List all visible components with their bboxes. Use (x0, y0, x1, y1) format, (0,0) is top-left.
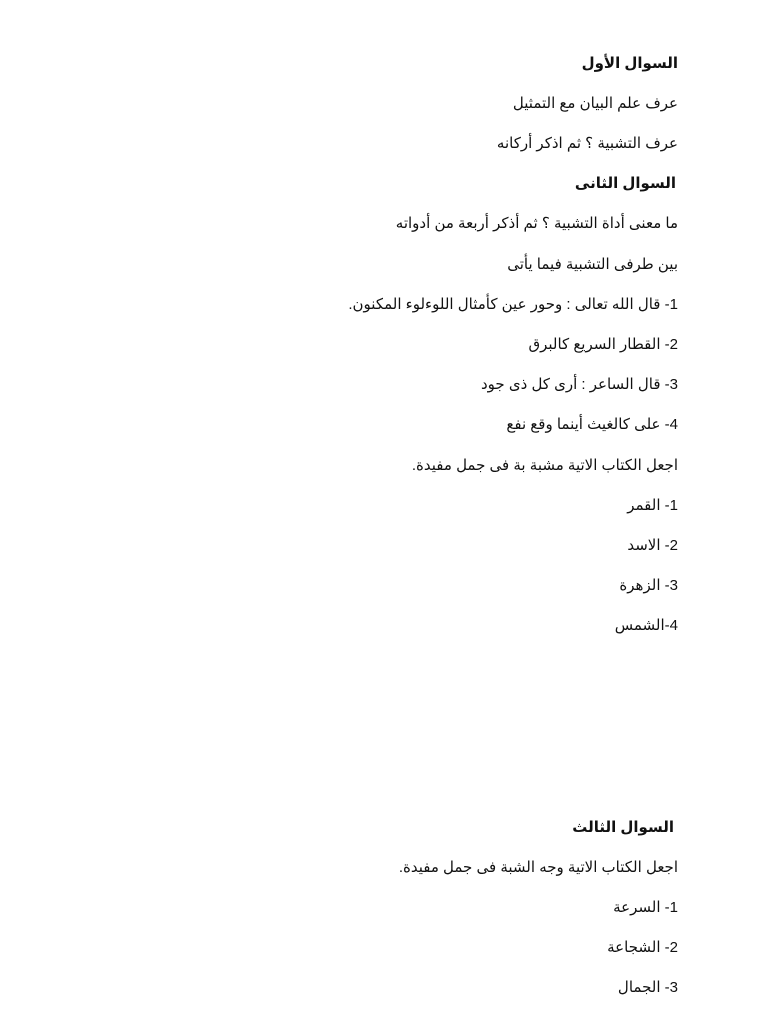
section2-line-5: 3- قال الساعر : أرى كل ذى جود (480, 376, 678, 393)
section2-line-6: 4- على كالغيث أينما وقع نفع (506, 416, 678, 433)
section1-heading: السوال الأول (581, 55, 678, 72)
section3-line-3: 2- الشجاعة (607, 939, 678, 956)
section3-heading: السوال الثالث (572, 819, 674, 836)
section3-line-4: 3- الجمال (617, 979, 678, 996)
section3-line-1: اجعل الكتاب الاتية وجه الشبة فى جمل مفيدة. (398, 859, 678, 876)
section2-line-2: بين طرفى التشبية فيما يأتى (507, 256, 678, 273)
section1-line-2: عرف التشبية ؟ ثم اذكر أركانه (496, 135, 678, 152)
section3-line-2: 1- السرعة (613, 899, 678, 916)
section2-line-1: ما معنى أداة التشبية ؟ ثم أذكر أربعة من أدواته (395, 215, 678, 232)
section2-line-9: 2- الاسد (627, 537, 678, 554)
section2-line-11: 4-الشمس (614, 617, 678, 634)
section2-line-10: 3- الزهرة (619, 577, 678, 594)
section1-line-1: عرف علم البيان مع التمثيل (512, 95, 678, 112)
section2-line-3: 1- قال الله تعالى : وحور عين كأمثال اللوءلوء المكنون. (348, 296, 678, 313)
section2-line-7: اجعل الكتاب الاتية مشبة بة فى جمل مفيدة. (411, 457, 678, 474)
section2-heading: السوال الثانى (574, 175, 676, 192)
section2-line-8: 1- القمر (627, 497, 678, 514)
section2-line-4: 2- القطار السريع كالبرق (528, 336, 678, 353)
